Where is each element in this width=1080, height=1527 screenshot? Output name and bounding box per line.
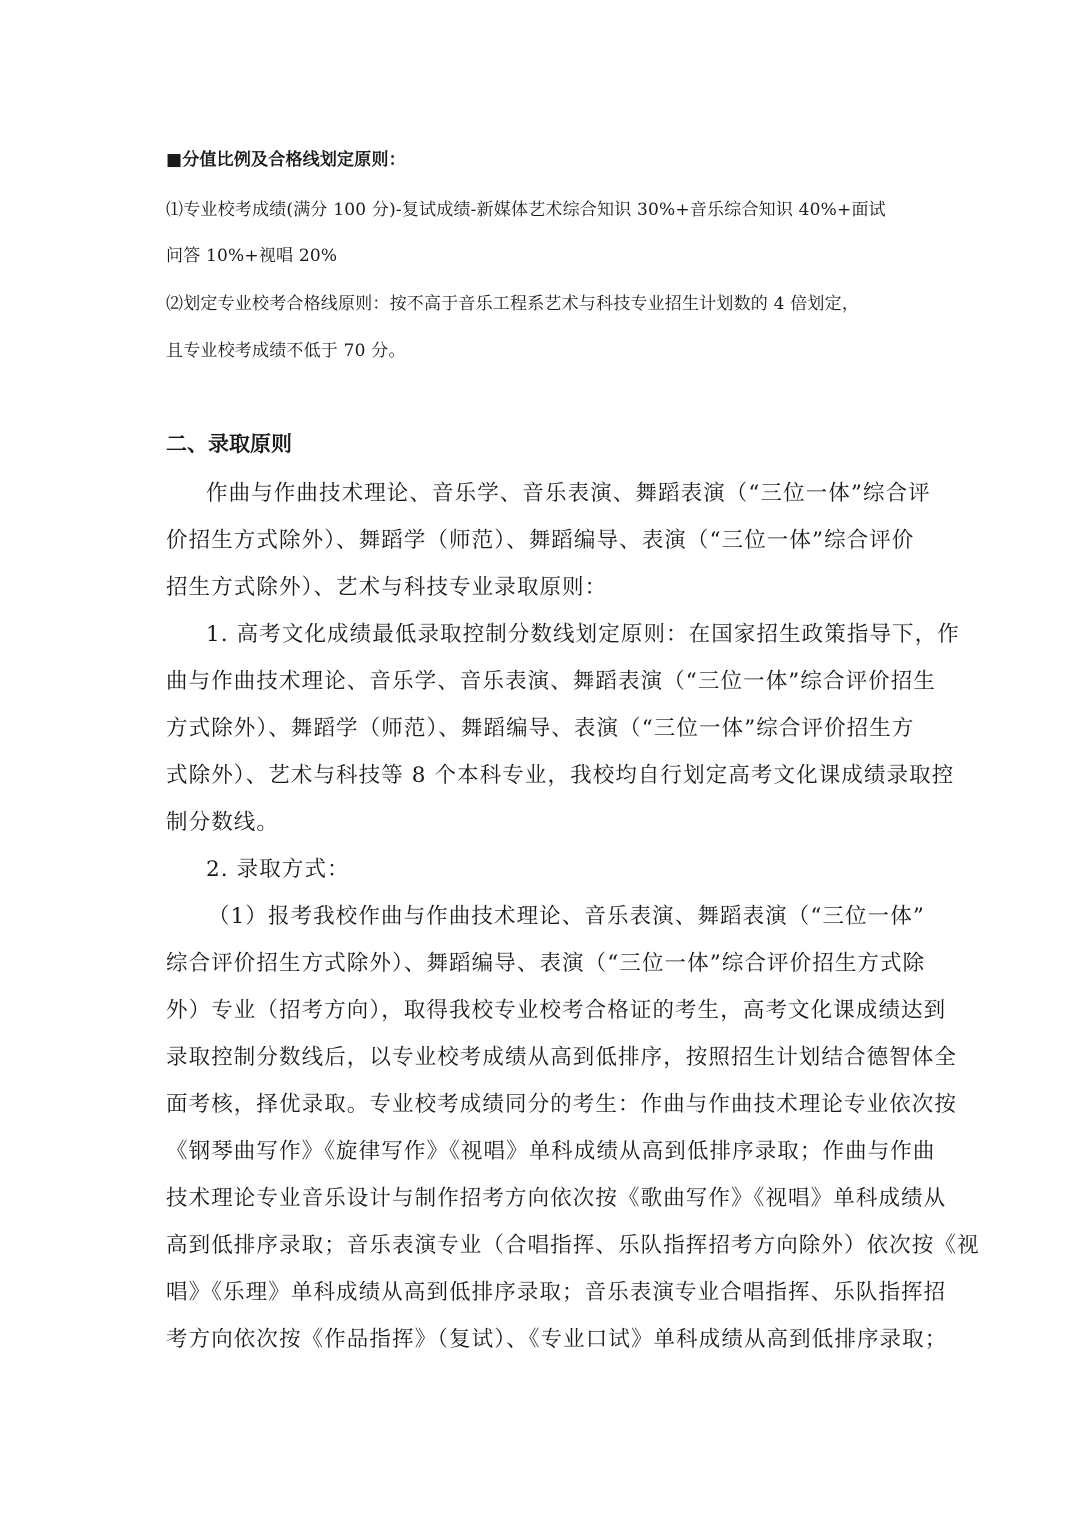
point-2-sub1-line: 高到低排序录取；音乐表演专业（合唱指挥、乐队指挥招考方向除外）依次按《视 — [166, 1233, 980, 1258]
score-item-1-line-1: ⑴专业校考成绩(满分 100 分)-复试成绩-新媒体艺术综合知识 30%+音乐综合知识 40%+面试 — [166, 200, 886, 220]
point-2-sub1-line: （1）报考我校作曲与作曲技术理论、音乐表演、舞蹈表演（“三位一体” — [208, 904, 925, 929]
point-1-line: 式除外）、艺术与科技等 8 个本科专业，我校均自行划定高考文化课成绩录取控 — [166, 763, 955, 788]
point-2-sub1-line: 《钢琴曲写作》《旋律写作》《视唱》单科成绩从高到低排序录取；作曲与作曲 — [166, 1139, 936, 1164]
point-1-line: 制分数线。 — [166, 810, 280, 835]
intro-line: 招生方式除外）、艺术与科技专业录取原则： — [166, 575, 608, 600]
point-2-sub1-line: 外）专业（招考方向），取得我校专业校考合格证的考生，高考文化课成绩达到 — [166, 998, 947, 1023]
point-1-line: 方式除外）、舞蹈学（师范）、舞蹈编导、表演（“三位一体”综合评价招生方 — [166, 716, 915, 741]
admission-heading: 二、录取原则 — [166, 432, 292, 456]
point-1-line: 曲与作曲技术理论、音乐学、音乐表演、舞蹈表演（“三位一体”综合评价招生 — [166, 669, 936, 694]
score-item-1-line-2: 问答 10%+视唱 20% — [166, 246, 338, 266]
intro-line: 价招生方式除外）、舞蹈学（师范）、舞蹈编导、表演（“三位一体”综合评价 — [166, 528, 915, 553]
score-item-2-line-1: ⑵划定专业校考合格线原则：按不高于音乐工程系艺术与科技专业招生计划数的 4 倍划定， — [166, 294, 860, 314]
point-2-title: 2. 录取方式： — [206, 857, 350, 882]
point-2-sub1-line: 考方向依次按《作品指挥》（复试）、《专业口试》单科成绩从高到低排序录取； — [166, 1327, 948, 1352]
score-item-2-line-2: 且专业校考成绩不低于 70 分。 — [166, 341, 406, 361]
point-2-sub1-line: 唱》《乐理》单科成绩从高到低排序录取；音乐表演专业合唱指挥、乐队指挥招 — [166, 1280, 947, 1305]
score-section-title: ■分值比例及合格线划定原则： — [166, 150, 406, 170]
point-2-sub1-line: 面考核，择优录取。专业校考成绩同分的考生：作曲与作曲技术理论专业依次按 — [166, 1092, 958, 1117]
point-2-sub1-line: 录取控制分数线后，以专业校考成绩从高到低排序，按照招生计划结合德智体全 — [166, 1045, 958, 1070]
point-2-sub1-line: 技术理论专业音乐设计与制作招考方向依次按《歌曲写作》《视唱》单科成绩从 — [166, 1186, 947, 1211]
point-2-sub1-line: 综合评价招生方式除外）、舞蹈编导、表演（“三位一体”综合评价招生方式除 — [166, 951, 926, 976]
intro-line: 作曲与作曲技术理论、音乐学、音乐表演、舞蹈表演（“三位一体”综合评 — [206, 481, 931, 506]
point-1-line: 1. 高考文化成绩最低录取控制分数线划定原则：在国家招生政策指导下，作 — [206, 622, 960, 647]
